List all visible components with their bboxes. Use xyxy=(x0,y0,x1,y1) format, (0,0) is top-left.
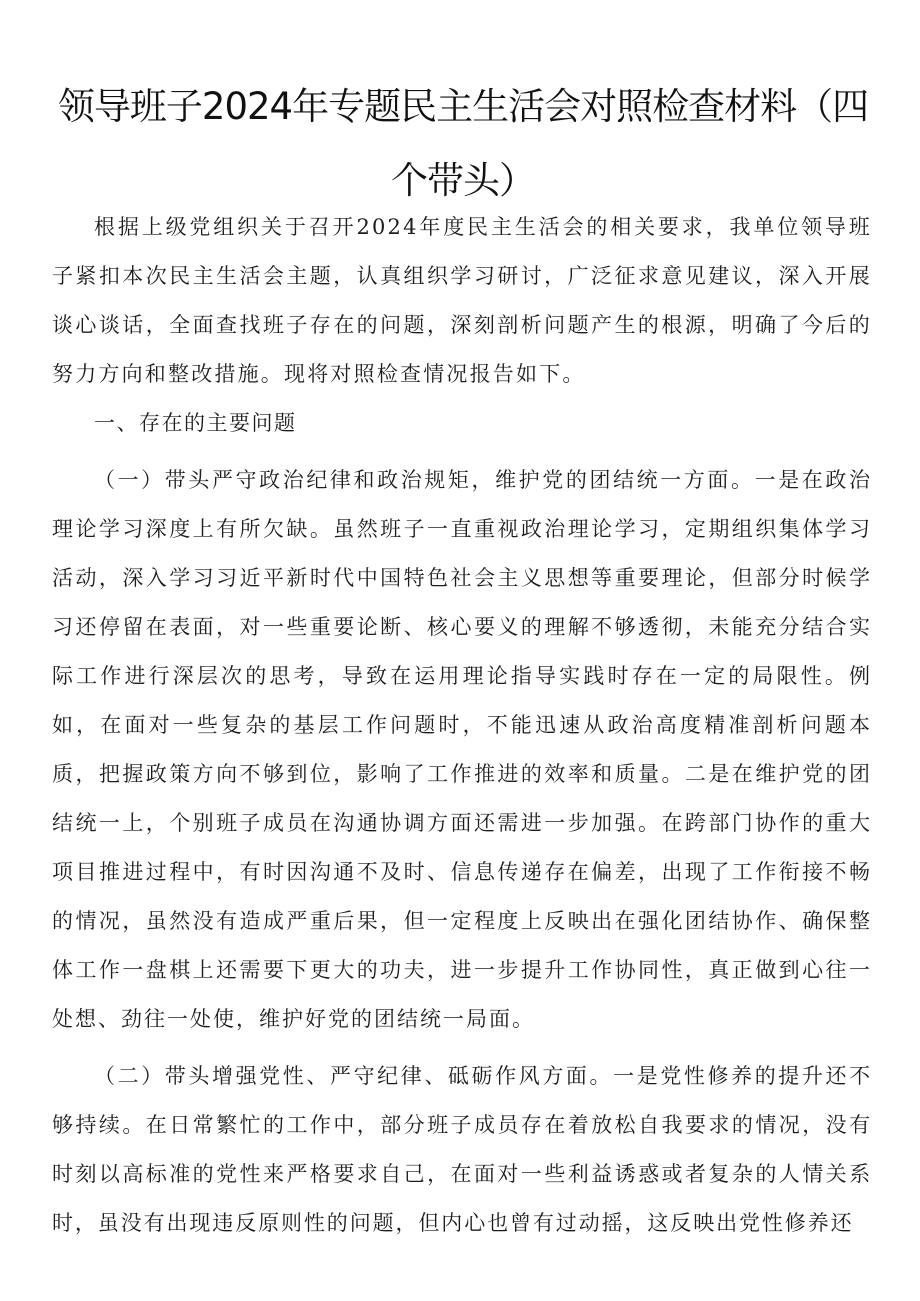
item-2-paragraph: （二）带头增强党性、严守纪律、砥砺作风方面。一是党性修养的提升还不够持续。在日常繁忙的工作中，部分班子成员存在着放松自我要求的情况，没有时刻以高标准的党性来严格要求自己，在面对一些利益诱惑或者复杂的人情关系时，虽没有出现违反原则性的问题，但内心也曾有过动摇，这反映出党性修养还 xyxy=(52,1064,872,1235)
section-heading-problems: 一、存在的主要问题 xyxy=(94,411,297,435)
document-title: 领导班子2024年专题民主生活会对照检查材料（四个带头） xyxy=(57,85,869,202)
intro-paragraph: 根据上级党组织关于召开2024年度民主生活会的相关要求，我单位领导班子紧扣本次民主生活会主题，认真组织学习研讨，广泛征求意见建议，深入开展谈心谈话，全面查找班子存在的问题，深刻剖析问题产生的根源，明确了今后的努力方向和整改措施。现将对照检查情况报告如下。 xyxy=(52,215,872,386)
item-1-paragraph: （一）带头严守政治纪律和政治规矩，维护党的团结统一方面。一是在政治理论学习深度上有所欠缺。虽然班子一直重视政治理论学习，定期组织集体学习活动，深入学习习近平新时代中国特色社会主义思想等重要理论，但部分时候学习还停留在表面，对一些重要论断、核心要义的理解不够透彻，未能充分结合实际工作进行深层次的思考，导致在运用理论指导实践时存在一定的局限性。例如，在面对一些复杂的基层工作问题时，不能迅速从政治高度精准剖析问题本质，把握政策方向不够到位，影响了工作推进的效率和质量。二是在维护党的团结统一上，个别班子成员在沟通协调方面还需进一步加强。在跨部门协作的重大项目推进过程中，有时因沟通不及时、信息传递存在偏差，出现了工作衔接不畅的情况，虽然没有造成严重后果，但一定程度上反映出在强化团结协作、确保整体工作一盘棋上还需要下更大的功夫，进一步提升工作协同性，真正做到心往一处想、劲往一处使，维护好党的团结统一局面。 xyxy=(52,468,872,1031)
document-body xyxy=(52,203,872,1248)
